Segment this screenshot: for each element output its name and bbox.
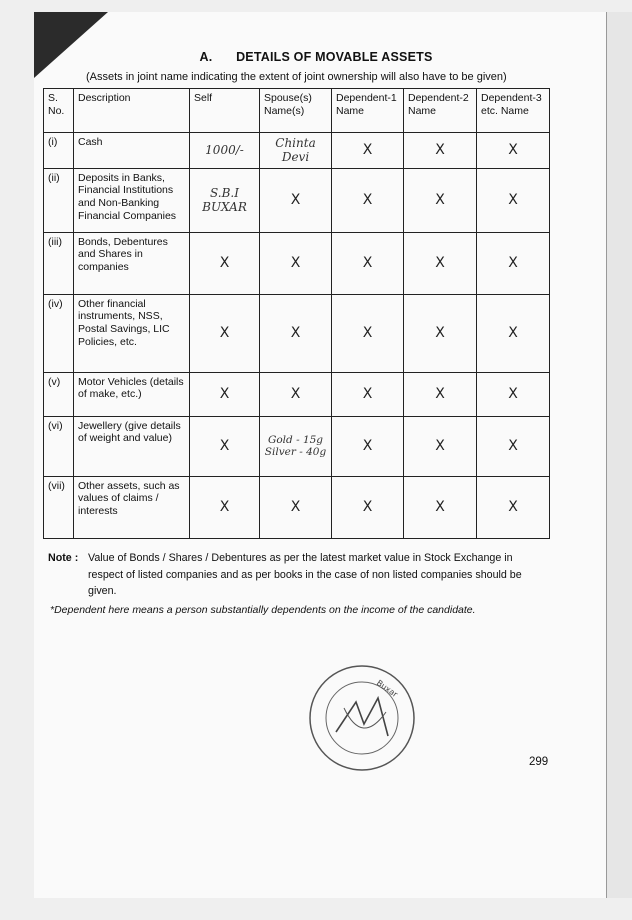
column-header: Dependent-3 etc. Name — [477, 89, 550, 133]
description-cell: Cash — [74, 133, 190, 169]
serial-cell: (ii) — [44, 168, 74, 232]
table-row — [44, 133, 550, 169]
dependent3-cell: X — [477, 168, 550, 232]
dependent1-cell: X — [332, 168, 404, 232]
description-cell: Other financial instruments, NSS, Postal Savings, LIC Policies, etc. — [74, 294, 190, 372]
dependent2-cell: X — [404, 416, 477, 476]
description-cell: Motor Vehicles (details of make, etc.) — [74, 372, 190, 416]
dependent2-cell: X — [404, 372, 477, 416]
note-text: Value of Bonds / Shares / Debentures as per the latest market value in Stock Exchange in respect of listed companies and as per books in the case of non listed companies should be given. — [88, 552, 522, 598]
official-seal-stamp — [306, 662, 418, 774]
description-cell: Deposits in Banks, Financial Institutions and Non-Banking Financial Companies — [74, 168, 190, 232]
scan-margin — [606, 12, 632, 898]
self-cell: X — [190, 232, 260, 294]
page-number: 299 — [529, 756, 549, 768]
dependent-footnote: *Dependent here means a person substantially dependents on the income of the candidate. — [50, 604, 476, 616]
column-header: Spouse(s) Name(s) — [260, 89, 332, 133]
movable-assets-table — [43, 88, 550, 539]
column-header: Dependent-1 Name — [332, 89, 404, 133]
self-cell: 1000/- — [190, 133, 260, 169]
spouse-cell: X — [260, 476, 332, 538]
serial-cell: (vi) — [44, 416, 74, 476]
table-row — [44, 168, 550, 232]
table-row — [44, 232, 550, 294]
column-header: S. No. — [44, 89, 74, 133]
note-label: Note : — [48, 552, 79, 564]
table-header-row — [44, 89, 550, 133]
self-cell: X — [190, 372, 260, 416]
dependent3-cell: X — [477, 416, 550, 476]
dependent2-cell: X — [404, 294, 477, 372]
seal-text: Buxar — [374, 678, 400, 700]
table-row — [44, 416, 550, 476]
section-title — [0, 50, 632, 64]
dependent3-cell: X — [477, 476, 550, 538]
description-cell: Bonds, Debentures and Shares in companies — [74, 232, 190, 294]
section-heading: DETAILS OF MOVABLE ASSETS — [236, 50, 433, 64]
serial-cell: (iv) — [44, 294, 74, 372]
dependent3-cell: X — [477, 294, 550, 372]
dependent2-cell: X — [404, 133, 477, 169]
serial-cell: (iii) — [44, 232, 74, 294]
folded-corner — [34, 12, 108, 78]
column-header: Self — [190, 89, 260, 133]
table-row — [44, 372, 550, 416]
column-header: Dependent-2 Name — [404, 89, 477, 133]
dependent1-cell: X — [332, 232, 404, 294]
dependent3-cell: X — [477, 372, 550, 416]
spouse-cell: X — [260, 232, 332, 294]
dependent1-cell: X — [332, 133, 404, 169]
dependent2-cell: X — [404, 232, 477, 294]
serial-cell: (i) — [44, 133, 74, 169]
description-cell: Other assets, such as values of claims / interests — [74, 476, 190, 538]
note-block — [48, 550, 548, 600]
dependent2-cell: X — [404, 168, 477, 232]
self-cell: X — [190, 294, 260, 372]
dependent1-cell: X — [332, 416, 404, 476]
section-subtitle: (Assets in joint name indicating the extent of joint ownership will also have to be given) — [86, 71, 507, 83]
self-cell: X — [190, 476, 260, 538]
serial-cell: (vii) — [44, 476, 74, 538]
spouse-cell: Chinta Devi — [260, 133, 332, 169]
dependent1-cell: X — [332, 294, 404, 372]
spouse-cell: X — [260, 372, 332, 416]
spouse-cell: X — [260, 168, 332, 232]
description-cell: Jewellery (give details of weight and value) — [74, 416, 190, 476]
dependent2-cell: X — [404, 476, 477, 538]
dependent3-cell: X — [477, 133, 550, 169]
table-row — [44, 476, 550, 538]
dependent3-cell: X — [477, 232, 550, 294]
serial-cell: (v) — [44, 372, 74, 416]
section-number: A. — [199, 50, 213, 64]
self-cell: X — [190, 416, 260, 476]
spouse-cell: Gold - 15g Silver - 40g — [260, 416, 332, 476]
dependent1-cell: X — [332, 372, 404, 416]
dependent1-cell: X — [332, 476, 404, 538]
spouse-cell: X — [260, 294, 332, 372]
column-header: Description — [74, 89, 190, 133]
table-row — [44, 294, 550, 372]
page-edge — [606, 12, 607, 898]
self-cell: S.B.I BUXAR — [190, 168, 260, 232]
